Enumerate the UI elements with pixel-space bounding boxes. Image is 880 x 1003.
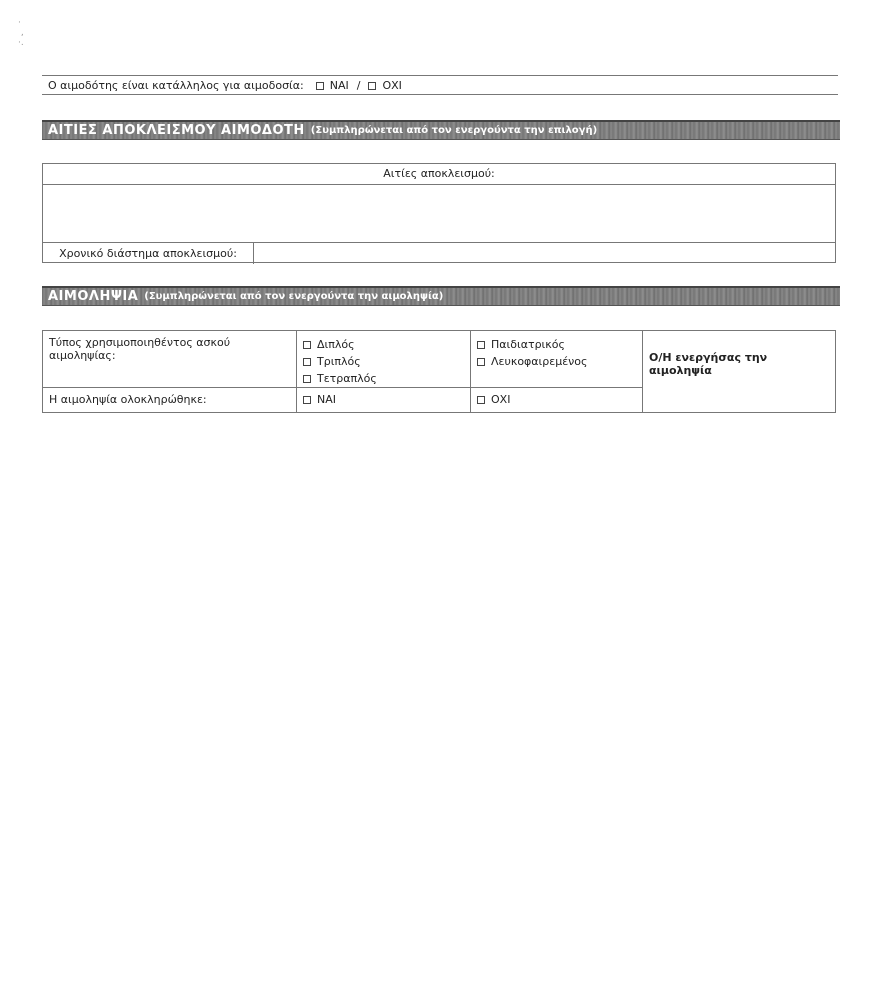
performer-label: Ο/Η ενεργήσας την αιμοληψία xyxy=(649,351,768,377)
bag-option-quadruple[interactable] xyxy=(303,370,464,387)
completed-label: Η αιμοληψία ολοκληρώθηκε: xyxy=(43,388,297,412)
bag-options-col2 xyxy=(471,331,643,388)
collection-section-header xyxy=(42,286,840,306)
collection-table xyxy=(42,330,836,413)
bag-options-col1 xyxy=(297,331,471,388)
collection-section-note: (Συμπληρώνεται από τον ενεργούντα την αιμοληψία) xyxy=(144,291,444,302)
checkbox-icon[interactable] xyxy=(477,358,485,366)
bag-option-pediatric[interactable] xyxy=(477,336,636,353)
donor-eligibility-row xyxy=(42,75,838,95)
checkbox-icon[interactable] xyxy=(303,396,311,404)
bag-option-label: Τριπλός xyxy=(317,355,361,368)
bag-option-double[interactable] xyxy=(303,336,464,353)
exclusion-section-note: (Συμπληρώνεται από τον ενεργούντα την επιλογή) xyxy=(310,125,598,136)
exclusion-section-header xyxy=(42,120,840,140)
completed-no-option[interactable] xyxy=(471,388,643,412)
bag-type-label: Τύπος χρησιμοποιηθέντος ασκού αιμοληψίας: xyxy=(43,331,297,388)
bag-option-label: Διπλός xyxy=(317,338,355,351)
completed-no-label: ΟΧΙ xyxy=(491,393,511,406)
exclusion-reasons-label: Αιτίες αποκλεισμού: xyxy=(43,164,835,185)
bag-option-label: Παιδιατρικός xyxy=(491,338,565,351)
bag-option-leukoreduced[interactable] xyxy=(477,353,636,370)
eligibility-no-option[interactable] xyxy=(368,79,401,92)
checkbox-icon[interactable] xyxy=(316,82,324,90)
bag-option-label: Λευκοφαιρεμένος xyxy=(491,355,588,368)
eligibility-question: Ο αιμοδότης είναι κατάλληλος για αιμοδοσία: xyxy=(48,78,304,92)
checkbox-icon[interactable] xyxy=(303,358,311,366)
exclusion-reasons-field[interactable] xyxy=(43,185,835,243)
bag-option-triple[interactable] xyxy=(303,353,464,370)
checkbox-icon[interactable] xyxy=(303,375,311,383)
checkbox-icon[interactable] xyxy=(368,82,376,90)
completed-yes-label: ΝΑΙ xyxy=(317,393,336,406)
checkbox-icon[interactable] xyxy=(303,341,311,349)
exclusion-section-title: ΑΙΤΙΕΣ ΑΠΟΚΛΕΙΣΜΟΥ ΑΙΜΟΔΟΤΗ xyxy=(48,123,305,138)
exclusion-period-field[interactable] xyxy=(254,243,835,264)
eligibility-separator: / xyxy=(356,78,361,92)
exclusion-table xyxy=(42,163,836,263)
eligibility-no-label: ΟΧΙ xyxy=(382,78,402,92)
checkbox-icon[interactable] xyxy=(477,341,485,349)
bag-option-label: Τετραπλός xyxy=(317,372,377,385)
scan-specks: · , ·. xyxy=(18,18,24,48)
eligibility-yes-option[interactable] xyxy=(316,79,349,92)
collection-section-title: ΑΙΜΟΛΗΨΙΑ xyxy=(48,289,139,304)
completed-yes-option[interactable] xyxy=(297,388,471,412)
eligibility-yes-label: ΝΑΙ xyxy=(329,78,349,92)
exclusion-period-label: Χρονικό διάστημα αποκλεισμού: xyxy=(43,243,254,264)
checkbox-icon[interactable] xyxy=(477,396,485,404)
